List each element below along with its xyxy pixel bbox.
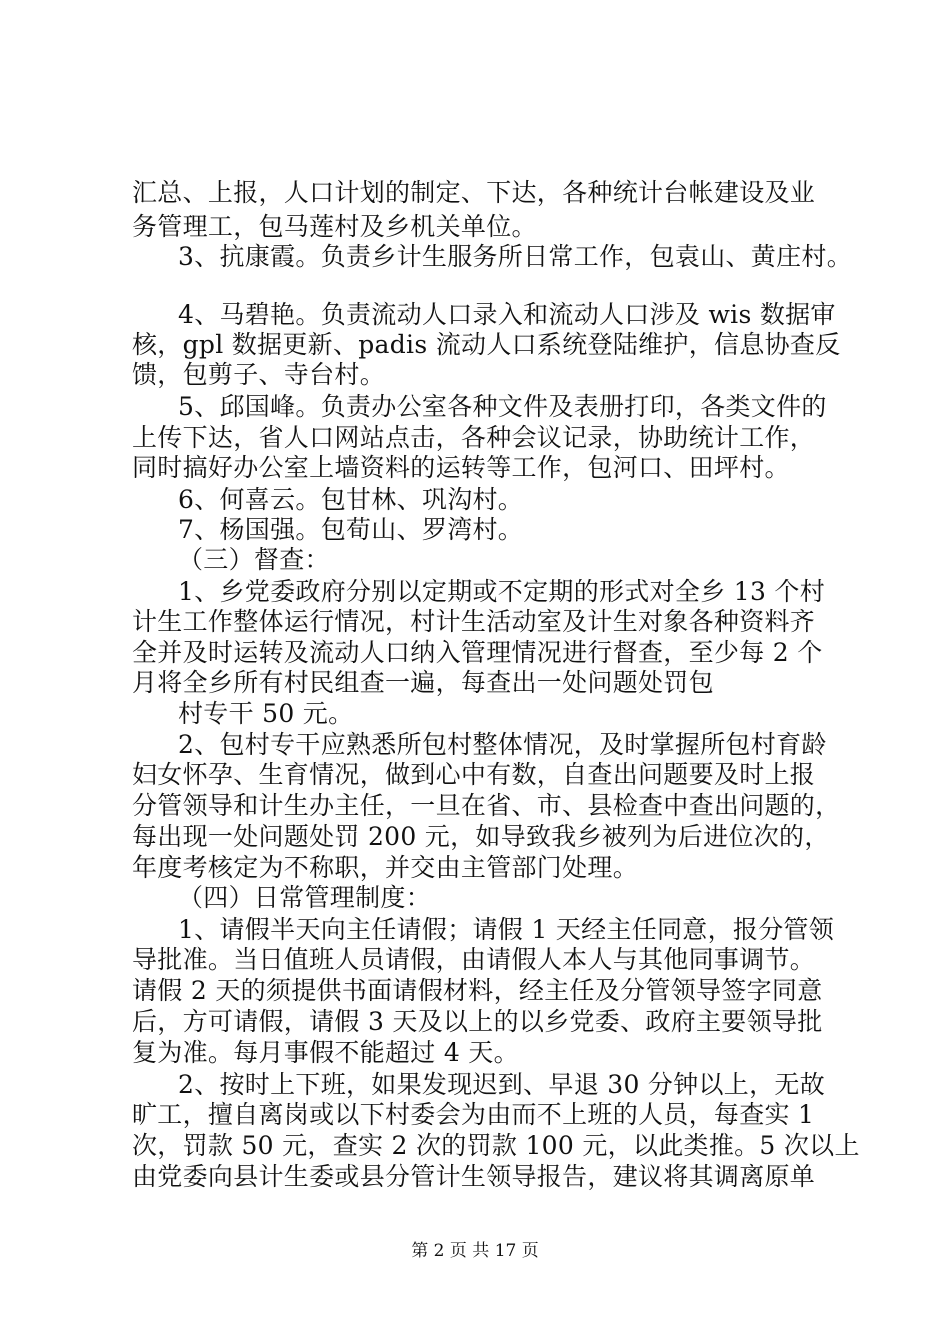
text-line: 妇女怀孕、生育情况，做到心中有数，自查出问题要及时上报 (132, 760, 816, 789)
text-line: 次，罚款 50 元，查实 2 次的罚款 100 元，以此类推。5 次以上 (132, 1131, 860, 1160)
section-heading: （三）督查： (178, 545, 330, 574)
text-line: 3、抗康霞。负责乡计生服务所日常工作，包袁山、黄庄村。 (178, 242, 853, 271)
text-line: 复为准。每月事假不能超过 4 天。 (132, 1038, 519, 1067)
text-line: 汇总、上报，人口计划的制定、下达，各种统计台帐建设及业 (132, 178, 816, 207)
text-line: 分管领导和计生办主任，一旦在省、市、县检查中查出问题的， (132, 791, 841, 820)
text-line: 上传下达，省人口网站点击，各种会议记录，协助统计工作， (132, 423, 816, 452)
text-line: 年度考核定为不称职，并交由主管部门处理。 (132, 853, 639, 882)
text-line: 7、杨国强。包荀山、罗湾村。 (178, 515, 524, 544)
text-line: 1、乡党委政府分别以定期或不定期的形式对全乡 13 个村 (178, 577, 826, 606)
text-line: 村专干 50 元。 (178, 699, 354, 728)
text-line: 全并及时运转及流动人口纳入管理情况进行督查，至少每 2 个 (132, 638, 823, 667)
text-line: 同时搞好办公室上墙资料的运转等工作，包河口、田坪村。 (132, 453, 790, 482)
text-line: 月将全乡所有村民组查一遍，每查出一处问题处罚包 (132, 668, 714, 697)
page-number-footer: 第 2 页 共 17 页 (411, 1241, 539, 1261)
text-line: 请假 2 天的须提供书面请假材料，经主任及分管领导签字同意 (132, 976, 823, 1005)
text-line: 2、包村专干应熟悉所包村整体情况，及时掌握所包村育龄 (178, 730, 827, 759)
text-line: 导批准。当日值班人员请假，由请假人本人与其他同事调节。 (132, 945, 816, 974)
text-line: 4、马碧艳。负责流动人口录入和流动人口涉及 wis 数据审 (178, 300, 836, 329)
text-line: 核，gpl 数据更新、padis 流动人口系统登陆维护，信息协查反 (132, 330, 841, 359)
text-line: 5、邱国峰。负责办公室各种文件及表册打印，各类文件的 (178, 392, 827, 421)
text-line: 务管理工，包马莲村及乡机关单位。 (132, 212, 537, 241)
text-line: 2、按时上下班，如果发现迟到、早退 30 分钟以上，无故 (178, 1070, 826, 1099)
text-line: 馈，包剪子、寺台村。 (132, 360, 386, 389)
text-line: 旷工，擅自离岗或以下村委会为由而不上班的人员，每查实 1 (132, 1100, 815, 1129)
text-line: 计生工作整体运行情况，村计生活动室及计生对象各种资料齐 (132, 607, 816, 636)
text-line: 每出现一处问题处罚 200 元，如导致我乡被列为后进位次的， (132, 822, 830, 851)
text-line: 6、何喜云。包甘林、巩沟村。 (178, 485, 524, 514)
text-line: 1、请假半天向主任请假；请假 1 天经主任同意，报分管领 (178, 915, 835, 944)
text-line: 由党委向县计生委或县分管计生领导报告，建议将其调离原单 (132, 1162, 816, 1191)
text-line: 后，方可请假，请假 3 天及以上的以乡党委、政府主要领导批 (132, 1007, 823, 1036)
section-heading: （四）日常管理制度： (178, 883, 432, 912)
